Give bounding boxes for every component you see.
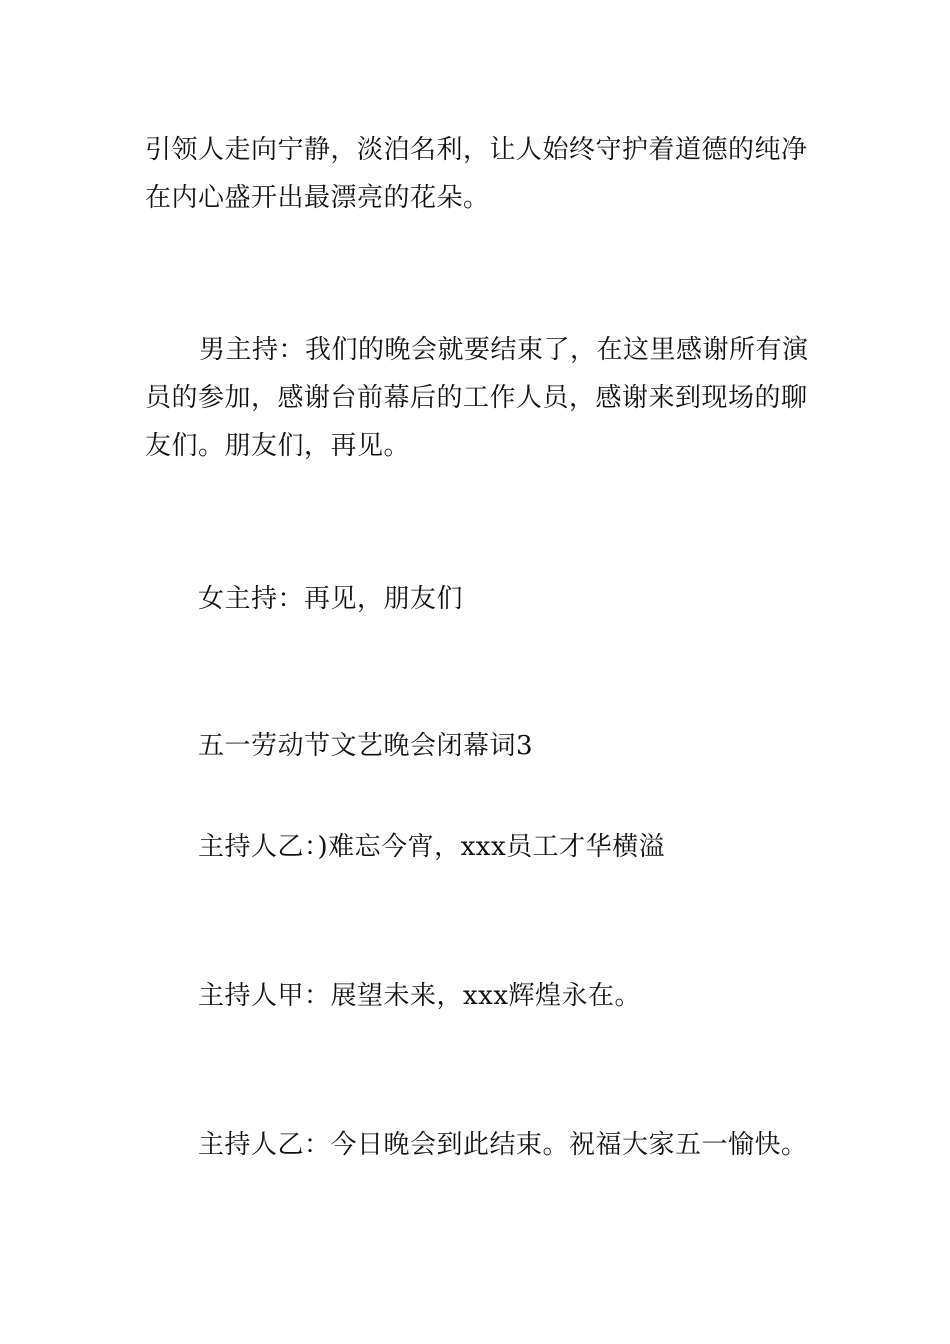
paragraph-female-host-goodbye: 女主持：再见，朋友们 [198,584,464,614]
section-heading: 五一劳动节文艺晚会闭幕词3 [198,731,534,761]
paragraph-host-b-line-1: 主持人乙：)难忘今宵，xxx员工才华横溢 [198,832,666,862]
paragraph-male-host-closing: 男主持：我们的晚会就要结束了，在这里感谢所有演员的参加，感谢台前幕后的工作人员，感谢来到现场的聊友们。朋友们，再见。 [145,335,809,461]
paragraph-host-b-line-2: 主持人乙：今日晚会到此结束。祝福大家五一愉快。 [198,1130,808,1160]
paragraph-continuation: 引领人走向宁静，淡泊名利，让人始终守护着道德的纯净在内心盛开出最漂亮的花朵。 [145,135,808,213]
paragraph-host-a-line: 主持人甲：展望未来，xxx辉煌永在。 [198,981,641,1011]
